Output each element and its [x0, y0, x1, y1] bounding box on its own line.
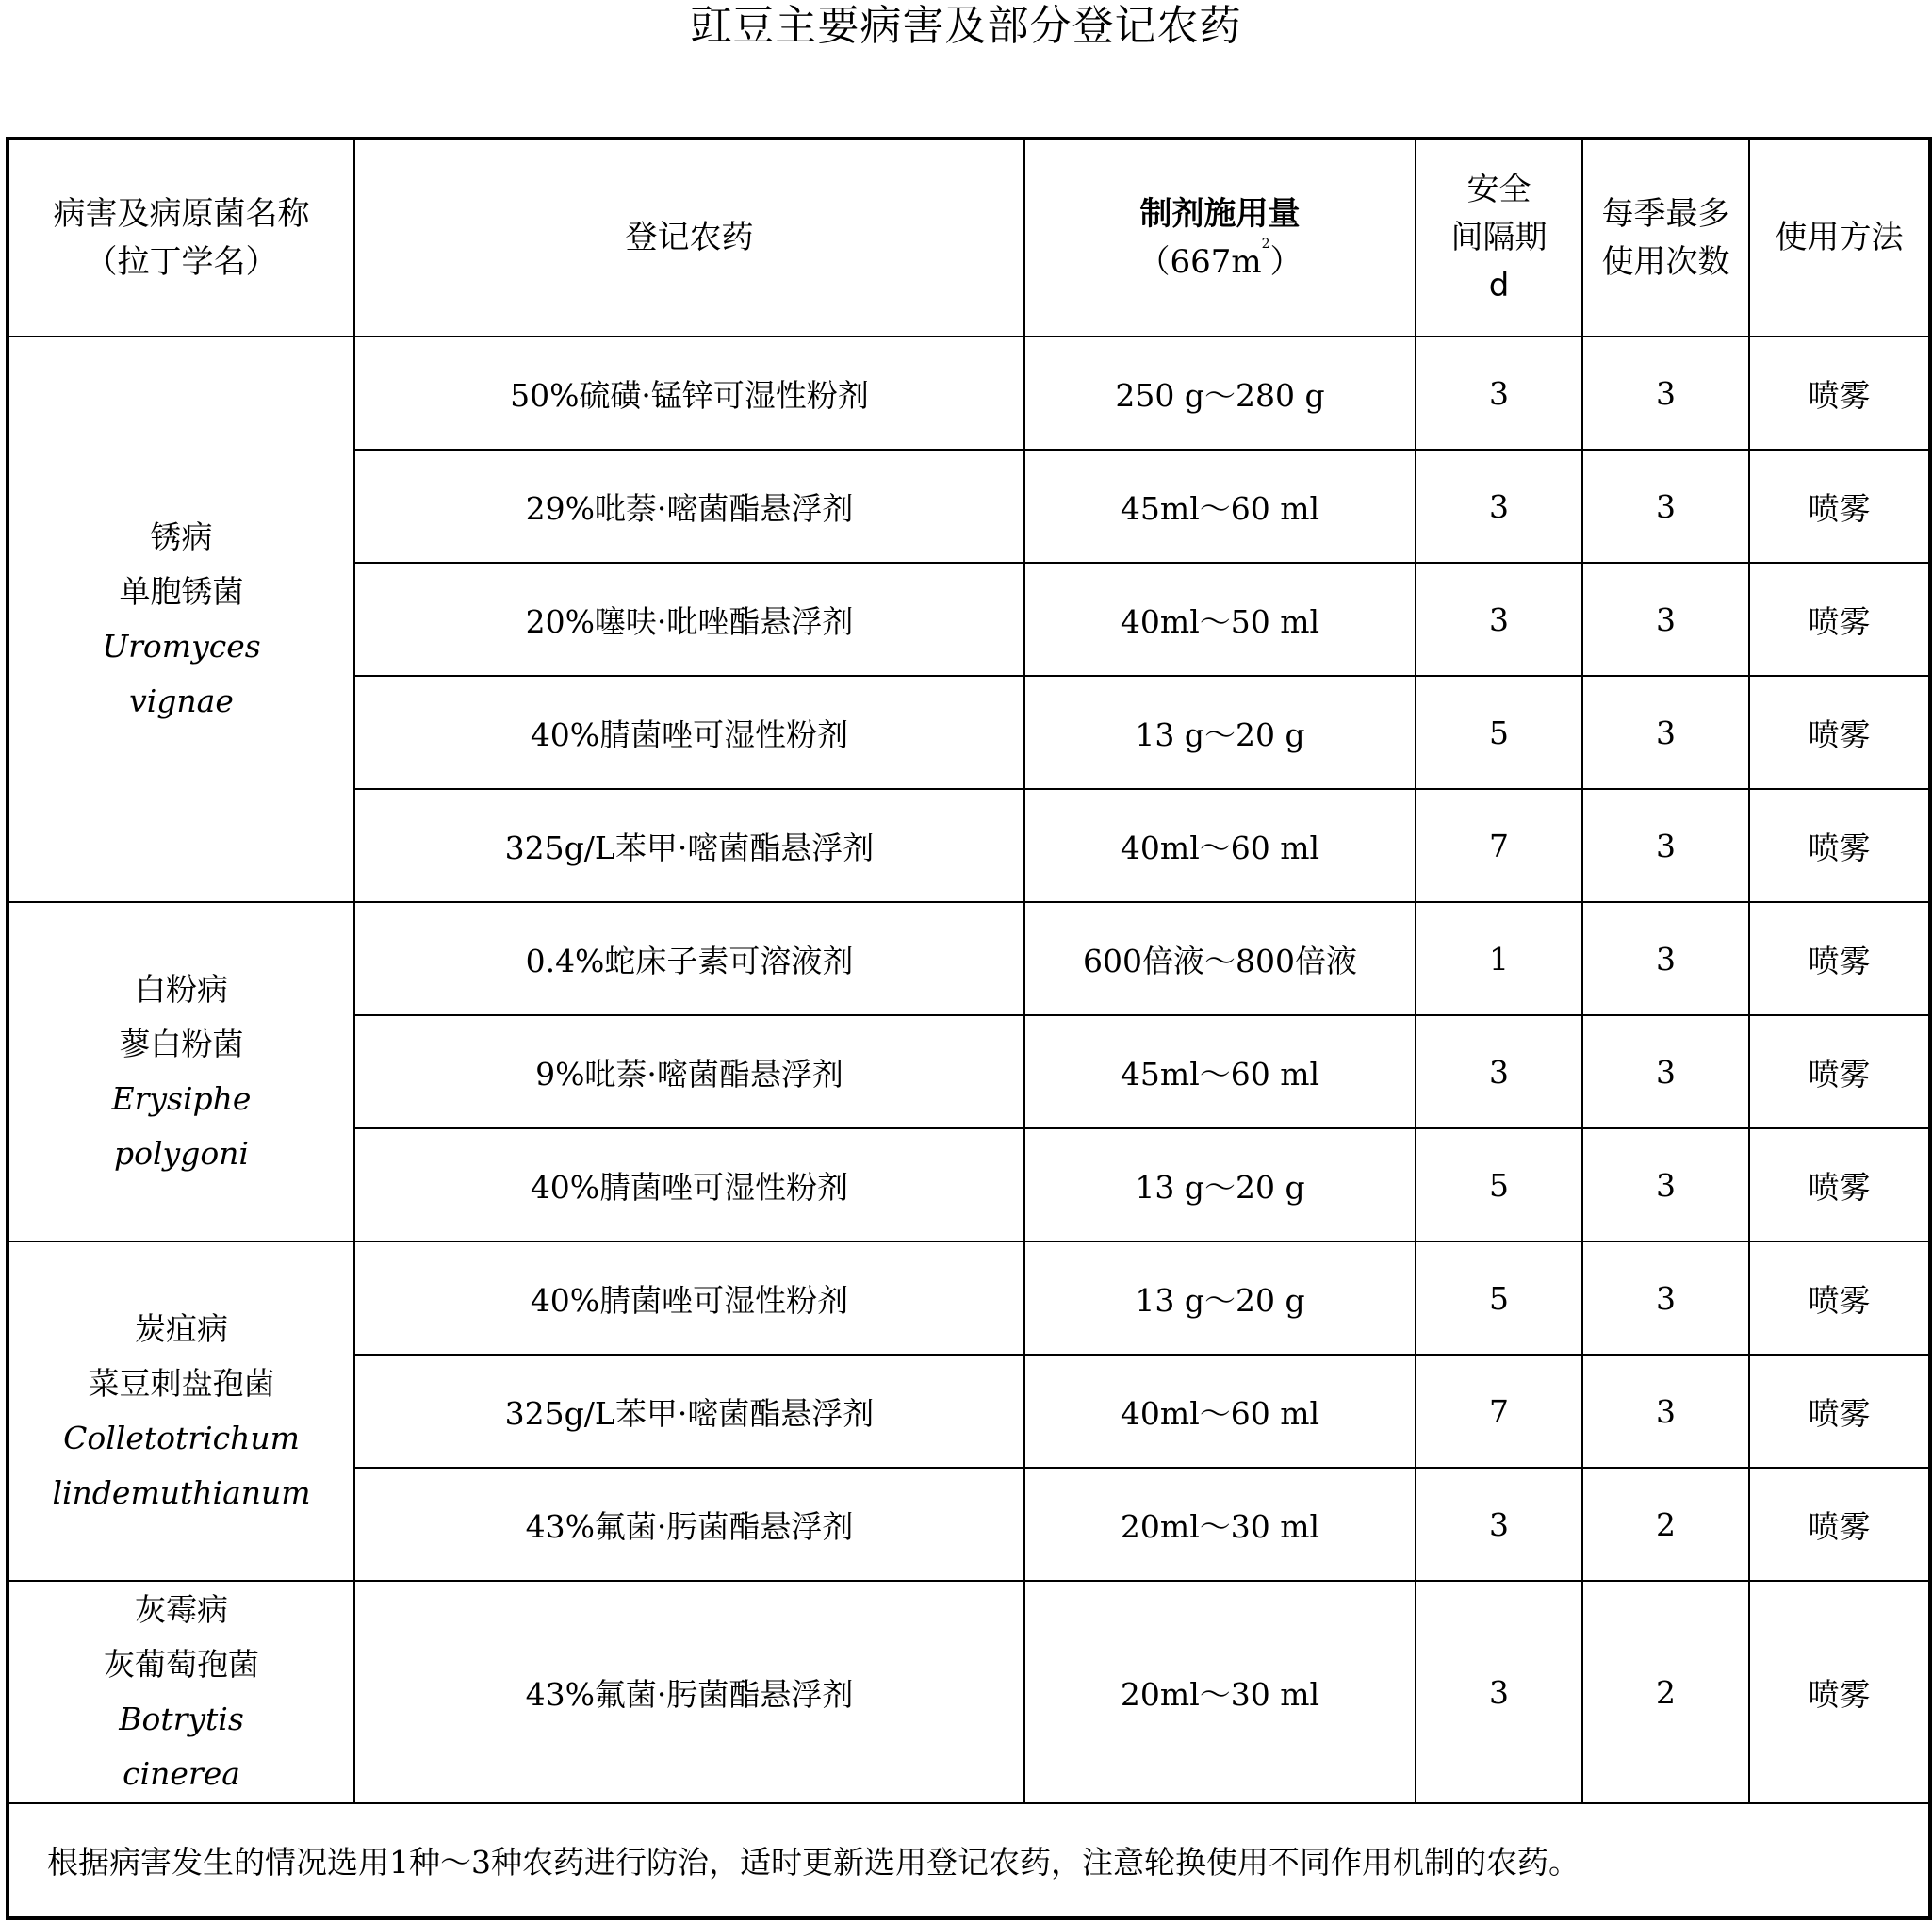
- dosage-cell: 250 g～280 g: [1024, 337, 1416, 450]
- method-cell: 喷雾: [1749, 1241, 1930, 1355]
- latin-name-species: lindemuthianum: [52, 1474, 311, 1511]
- max-uses-cell: 2: [1582, 1468, 1749, 1581]
- header-max-uses-line1: 每季最多: [1601, 194, 1730, 233]
- disease-cell: [8, 902, 354, 1241]
- max-uses-cell: 3: [1582, 789, 1749, 902]
- header-interval-line1: 安全: [1466, 171, 1531, 208]
- header-dosage-unit: [1025, 238, 1415, 287]
- pesticide-cell: 40%腈菌唑可湿性粉剂: [354, 1241, 1024, 1355]
- interval-cell: 3: [1416, 1468, 1582, 1581]
- dosage-cell: 40ml～60 ml: [1024, 789, 1416, 902]
- interval-cell: 3: [1416, 563, 1582, 676]
- interval-cell: 7: [1416, 1355, 1582, 1468]
- header-dosage: [1024, 139, 1416, 337]
- latin-name-species: vignae: [129, 682, 234, 719]
- interval-cell: 3: [1416, 1015, 1582, 1128]
- max-uses-cell: 3: [1582, 563, 1749, 676]
- interval-cell: 3: [1416, 337, 1582, 450]
- header-interval: [1416, 139, 1582, 337]
- max-uses-cell: 3: [1582, 1241, 1749, 1355]
- pathogen-name: 菜豆刺盘孢菌: [88, 1365, 275, 1402]
- pesticide-cell: 29%吡萘·嘧菌酯悬浮剂: [354, 450, 1024, 563]
- pesticide-cell: 43%氟菌·肟菌酯悬浮剂: [354, 1468, 1024, 1581]
- pathogen-name: 单胞锈菌: [119, 573, 244, 610]
- header-dosage-unit-prefix: （667m: [1138, 242, 1262, 281]
- latin-name-genus: Uromyces: [102, 628, 261, 665]
- max-uses-cell: 3: [1582, 1015, 1749, 1128]
- pesticide-cell: 0.4%蛇床子素可溶液剂: [354, 902, 1024, 1015]
- note-text: 根据病害发生的情况选用1种～3种农药进行防治，适时更新选用登记农药，注意轮换使用不同作用机制的农药。: [8, 1803, 1930, 1918]
- latin-name-genus: Botrytis: [119, 1701, 244, 1737]
- interval-cell: 3: [1416, 450, 1582, 563]
- pesticide-cell: 325g/L苯甲·嘧菌酯悬浮剂: [354, 1355, 1024, 1468]
- disease-cell: [8, 1241, 354, 1581]
- pathogen-name: 灰葡萄孢菌: [104, 1646, 259, 1683]
- method-cell: 喷雾: [1749, 1128, 1930, 1241]
- disease-cell: [8, 1581, 354, 1803]
- method-cell: 喷雾: [1749, 789, 1930, 902]
- header-dosage-line1: 制剂施用量: [1139, 194, 1301, 233]
- disease-name: 白粉病: [135, 971, 228, 1008]
- interval-cell: 5: [1416, 1128, 1582, 1241]
- header-max-uses: [1582, 139, 1749, 337]
- table-row: [8, 1581, 1930, 1803]
- pesticide-cell: 40%腈菌唑可湿性粉剂: [354, 1128, 1024, 1241]
- interval-cell: 5: [1416, 676, 1582, 789]
- method-cell: 喷雾: [1749, 676, 1930, 789]
- latin-name-genus: Erysiphe: [111, 1080, 252, 1117]
- interval-cell: 7: [1416, 789, 1582, 902]
- dosage-cell: 13 g～20 g: [1024, 1128, 1416, 1241]
- method-cell: 喷雾: [1749, 337, 1930, 450]
- max-uses-cell: 3: [1582, 902, 1749, 1015]
- header-dosage-unit-suffix: ）: [1269, 242, 1302, 281]
- disease-name: 灰霉病: [135, 1591, 228, 1628]
- header-interval-line2: 间隔期: [1450, 219, 1547, 256]
- pesticide-cell: 20%噻呋·吡唑酯悬浮剂: [354, 563, 1024, 676]
- page-title: 豇豆主要病害及部分登记农药: [690, 2, 1242, 50]
- disease-name: 炭疽病: [135, 1310, 228, 1347]
- pathogen-name: 蓼白粉菌: [119, 1026, 244, 1062]
- max-uses-cell: 3: [1582, 676, 1749, 789]
- pesticide-cell: 325g/L苯甲·嘧菌酯悬浮剂: [354, 789, 1024, 902]
- header-pesticide: 登记农药: [354, 139, 1024, 337]
- method-cell: 喷雾: [1749, 1581, 1930, 1803]
- dosage-cell: 45ml～60 ml: [1024, 1015, 1416, 1128]
- method-cell: 喷雾: [1749, 1355, 1930, 1468]
- disease-cell: [8, 337, 354, 902]
- header-row: [8, 139, 1930, 337]
- header-disease-line1: 病害及病原菌名称: [53, 194, 310, 233]
- pesticide-cell: 40%腈菌唑可湿性粉剂: [354, 676, 1024, 789]
- interval-cell: 1: [1416, 902, 1582, 1015]
- pesticide-cell: 50%硫磺·锰锌可湿性粉剂: [354, 337, 1024, 450]
- dosage-cell: 40ml～60 ml: [1024, 1355, 1416, 1468]
- dosage-cell: 13 g～20 g: [1024, 676, 1416, 789]
- dosage-cell: 45ml～60 ml: [1024, 450, 1416, 563]
- max-uses-cell: 3: [1582, 450, 1749, 563]
- method-cell: 喷雾: [1749, 902, 1930, 1015]
- table-row: [8, 1241, 1930, 1355]
- pesticide-cell: 9%吡萘·嘧菌酯悬浮剂: [354, 1015, 1024, 1128]
- latin-name-species: polygoni: [114, 1135, 249, 1172]
- dosage-cell: 20ml～30 ml: [1024, 1581, 1416, 1803]
- pesticide-table: [6, 137, 1932, 1920]
- header-max-uses-line2: 使用次数: [1601, 242, 1730, 281]
- header-disease: [8, 139, 354, 337]
- pesticide-cell: 43%氟菌·肟菌酯悬浮剂: [354, 1581, 1024, 1803]
- dosage-cell: 13 g～20 g: [1024, 1241, 1416, 1355]
- header-interval-line3: d: [1488, 267, 1510, 304]
- header-disease-line2: （拉丁学名）: [85, 242, 278, 281]
- method-cell: 喷雾: [1749, 563, 1930, 676]
- max-uses-cell: 3: [1582, 1128, 1749, 1241]
- latin-name-genus: Colletotrichum: [63, 1420, 300, 1456]
- header-dosage-unit-sup: 2: [1261, 236, 1270, 252]
- dosage-cell: 600倍液～800倍液: [1024, 902, 1416, 1015]
- dosage-cell: 20ml～30 ml: [1024, 1468, 1416, 1581]
- table-body: [8, 337, 1930, 1803]
- method-cell: 喷雾: [1749, 1015, 1930, 1128]
- max-uses-cell: 3: [1582, 337, 1749, 450]
- max-uses-cell: 2: [1582, 1581, 1749, 1803]
- header-method: 使用方法: [1749, 139, 1930, 337]
- table-row: [8, 902, 1930, 1015]
- table-row: [8, 337, 1930, 450]
- max-uses-cell: 3: [1582, 1355, 1749, 1468]
- interval-cell: 5: [1416, 1241, 1582, 1355]
- method-cell: 喷雾: [1749, 1468, 1930, 1581]
- note-row: [8, 1803, 1930, 1918]
- interval-cell: 3: [1416, 1581, 1582, 1803]
- latin-name-species: cinerea: [123, 1755, 240, 1792]
- method-cell: 喷雾: [1749, 450, 1930, 563]
- disease-name: 锈病: [150, 518, 213, 555]
- dosage-cell: 40ml～50 ml: [1024, 563, 1416, 676]
